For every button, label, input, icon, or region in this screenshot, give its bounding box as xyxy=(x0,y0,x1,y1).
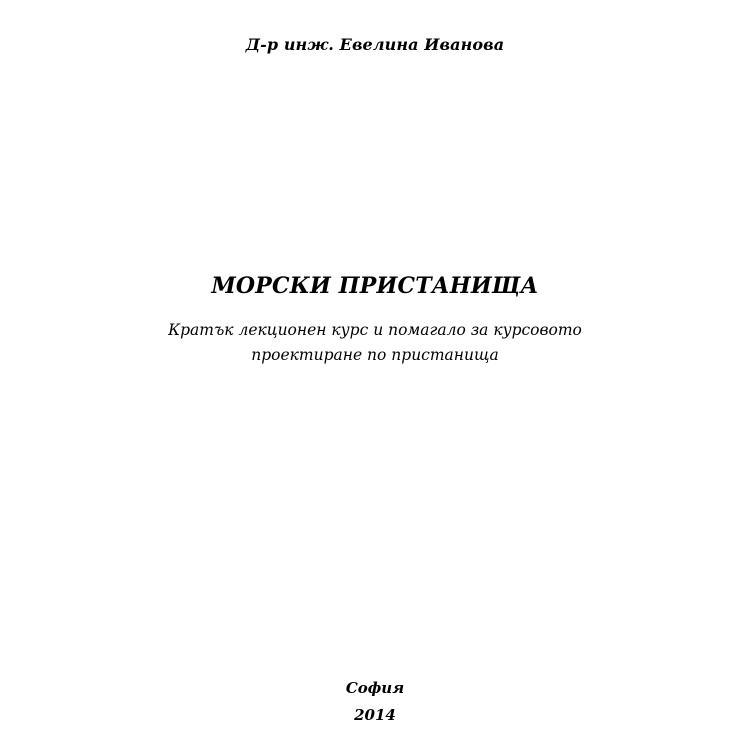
author-name: Д-р инж. Евелина Иванова xyxy=(245,35,505,54)
subtitle-line-2: проектиране по пристанища xyxy=(251,346,499,364)
subtitle-line-1: Кратък лекционен курс и помагало за курсовото xyxy=(168,321,582,339)
document-title: МОРСКИ ПРИСТАНИЩА xyxy=(211,273,539,299)
publication-year: 2014 xyxy=(354,706,396,724)
publication-city: София xyxy=(345,679,405,697)
document-subtitle xyxy=(0,318,750,368)
